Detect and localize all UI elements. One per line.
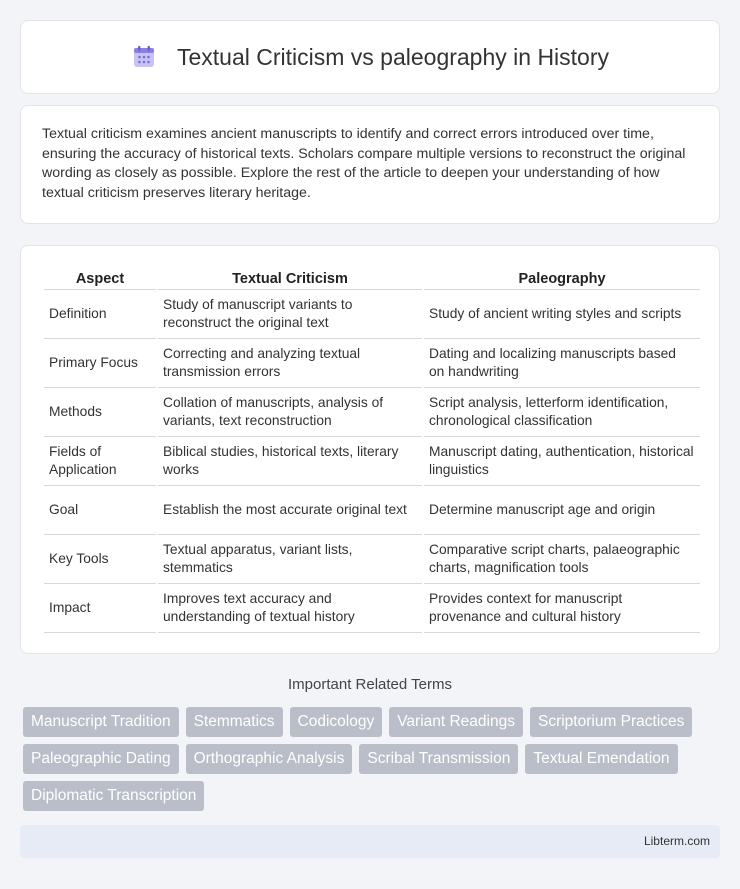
table-cell: Dating and localizing manuscripts based on handwriting bbox=[424, 339, 700, 388]
related-term-tag[interactable]: Codicology bbox=[290, 707, 383, 737]
table-row bbox=[44, 584, 700, 633]
table-cell: Primary Focus bbox=[44, 339, 156, 388]
page-title: Textual Criticism vs paleography in History bbox=[176, 43, 610, 70]
table-cell: Comparative script charts, palaeographic charts, magnification tools bbox=[424, 535, 700, 584]
related-term-tag[interactable]: Textual Emendation bbox=[525, 744, 677, 774]
table-cell: Improves text accuracy and understanding of textual history bbox=[158, 584, 422, 633]
comparison-table bbox=[42, 266, 702, 633]
table-header-row bbox=[44, 266, 700, 290]
table-cell: Study of manuscript variants to reconstruct the original text bbox=[158, 290, 422, 339]
related-terms-list bbox=[23, 707, 723, 811]
footer-site-link[interactable]: Libterm.com bbox=[643, 834, 710, 848]
table-cell: Methods bbox=[44, 388, 156, 437]
table-row bbox=[44, 535, 700, 584]
related-term-tag[interactable]: Diplomatic Transcription bbox=[23, 781, 204, 811]
table-row bbox=[44, 437, 700, 486]
related-term-tag[interactable]: Paleographic Dating bbox=[23, 744, 179, 774]
table-cell: Fields of Application bbox=[44, 437, 156, 486]
table-cell: Textual apparatus, variant lists, stemmatics bbox=[158, 535, 422, 584]
intro-text: Textual criticism examines ancient manuscripts to identify and correct errors introduced over time, ensuring the accuracy of historical texts. Scholars compare multiple versions to reconstruct the original wording as closely as possible. Explore the rest of the article to deepen your understanding of how textual criticism preserves literary heritage. bbox=[42, 126, 686, 201]
table-row bbox=[44, 339, 700, 388]
table-row bbox=[44, 290, 700, 339]
column-header-aspect: Aspect bbox=[44, 266, 156, 290]
related-term-tag[interactable]: Variant Readings bbox=[389, 707, 523, 737]
title-card bbox=[20, 20, 720, 94]
footer bbox=[20, 825, 720, 858]
table-cell: Goal bbox=[44, 486, 156, 535]
related-term-tag[interactable]: Orthographic Analysis bbox=[186, 744, 353, 774]
table-cell: Key Tools bbox=[44, 535, 156, 584]
table-cell: Script analysis, letterform identification, chronological classification bbox=[424, 388, 700, 437]
table-cell: Collation of manuscripts, analysis of variants, text reconstruction bbox=[158, 388, 422, 437]
column-header-textual-criticism: Textual Criticism bbox=[158, 266, 422, 290]
intro-card bbox=[20, 105, 720, 224]
table-row bbox=[44, 388, 700, 437]
table-cell: Provides context for manuscript provenance and cultural history bbox=[424, 584, 700, 633]
related-term-tag[interactable]: Manuscript Tradition bbox=[23, 707, 179, 737]
document-icon bbox=[131, 44, 157, 70]
comparison-table-card bbox=[20, 245, 720, 654]
table-cell: Definition bbox=[44, 290, 156, 339]
table-row bbox=[44, 486, 700, 535]
related-term-tag[interactable]: Stemmatics bbox=[186, 707, 283, 737]
table-cell: Manuscript dating, authentication, historical linguistics bbox=[424, 437, 700, 486]
related-term-tag[interactable]: Scribal Transmission bbox=[359, 744, 518, 774]
table-cell: Impact bbox=[44, 584, 156, 633]
table-cell: Establish the most accurate original text bbox=[158, 486, 422, 535]
table-cell: Determine manuscript age and origin bbox=[424, 486, 700, 535]
table-cell: Correcting and analyzing textual transmission errors bbox=[158, 339, 422, 388]
related-terms-heading: Important Related Terms bbox=[288, 676, 452, 693]
table-cell: Biblical studies, historical texts, literary works bbox=[158, 437, 422, 486]
related-term-tag[interactable]: Scriptorium Practices bbox=[530, 707, 692, 737]
table-cell: Study of ancient writing styles and scripts bbox=[424, 290, 700, 339]
column-header-paleography: Paleography bbox=[424, 266, 700, 290]
